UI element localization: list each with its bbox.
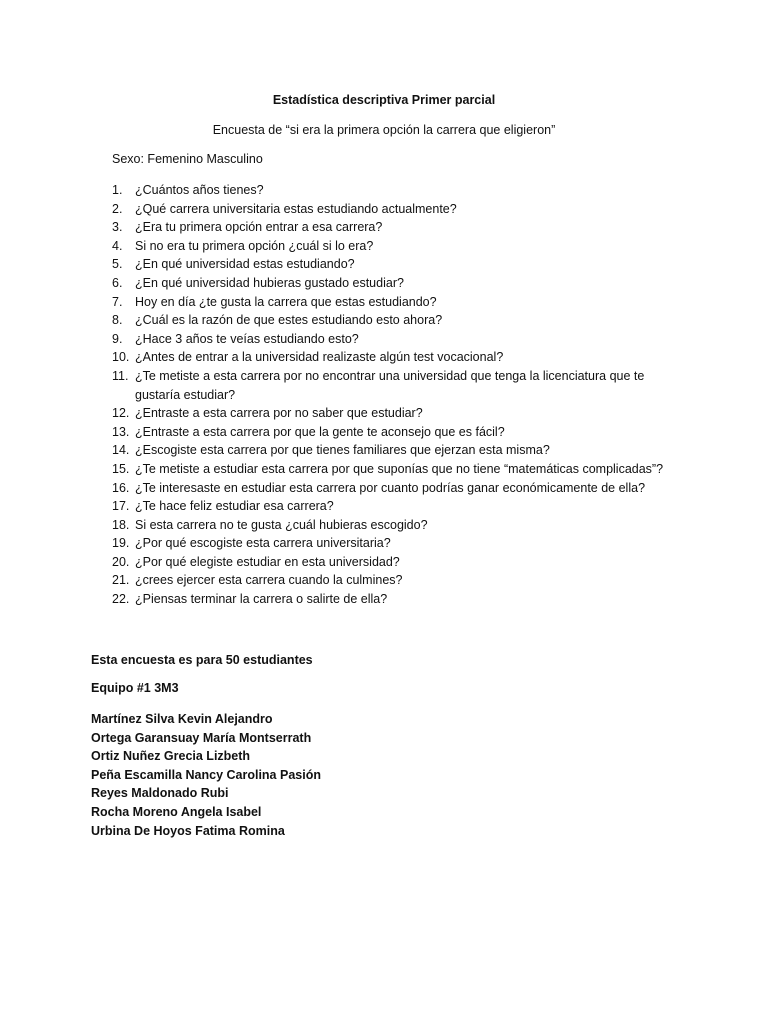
question-text: ¿Te metiste a esta carrera por no encontrar una universidad que tenga la licenciatura que te gustaría estudiar?	[135, 368, 645, 402]
question-item	[112, 237, 672, 256]
question-item	[112, 553, 672, 572]
question-text: ¿En qué universidad estas estudiando?	[135, 257, 355, 272]
question-item	[112, 534, 672, 553]
member-name: Ortega Garansuay María Montserrath	[91, 730, 312, 745]
question-number: 21.	[112, 573, 130, 588]
question-number: 12.	[112, 406, 130, 421]
question-item	[112, 441, 672, 460]
question-text: Si no era tu primera opción ¿cuál si lo era?	[135, 238, 374, 253]
document-title: Estadística descriptiva Primer parcial	[272, 93, 496, 107]
question-item	[112, 330, 672, 349]
question-number: 15.	[112, 461, 130, 476]
question-item	[112, 460, 672, 479]
question-item	[112, 348, 672, 367]
question-number: 13.	[112, 424, 130, 439]
member-name: Reyes Maldonado Rubi	[91, 786, 229, 801]
question-item	[112, 367, 672, 404]
question-number: 16.	[112, 480, 130, 495]
question-text: ¿Cuál es la razón de que estes estudiando esto ahora?	[135, 313, 443, 328]
question-text: ¿Era tu primera opción entrar a esa carrera?	[135, 220, 383, 235]
question-item	[112, 255, 672, 274]
question-item	[112, 479, 672, 498]
question-number: 3.	[112, 220, 123, 235]
question-number: 10.	[112, 350, 130, 365]
question-text: ¿Entraste a esta carrera por que la gente te aconsejo que es fácil?	[135, 424, 505, 439]
question-number: 18.	[112, 517, 130, 532]
question-item	[112, 516, 672, 535]
question-number: 9.	[112, 331, 123, 346]
question-text: Si esta carrera no te gusta ¿cuál hubieras escogido?	[135, 517, 428, 532]
question-text: Hoy en día ¿te gusta la carrera que estas estudiando?	[135, 294, 437, 309]
question-item	[112, 590, 672, 609]
question-item	[112, 181, 672, 200]
question-text: ¿Piensas terminar la carrera o salirte de ella?	[135, 592, 388, 607]
question-number: 1.	[112, 183, 123, 197]
question-text: ¿En qué universidad hubieras gustado estudiar?	[135, 275, 404, 290]
question-number: 17.	[112, 499, 130, 514]
team-label: Equipo #1 3M3	[91, 681, 179, 695]
question-item	[112, 200, 672, 219]
question-text: ¿Hace 3 años te veías estudiando esto?	[135, 331, 359, 346]
question-number: 5.	[112, 257, 123, 272]
sex-line: Sexo: Femenino Masculino	[112, 152, 263, 166]
question-text: ¿Escogiste esta carrera por que tienes familiares que ejerzan esta misma?	[135, 443, 550, 458]
question-item	[112, 571, 672, 590]
question-text: ¿Te metiste a estudiar esta carrera por que suponías que no tiene “matemáticas complicadas”?	[135, 461, 664, 476]
question-item	[112, 311, 672, 330]
question-number: 11.	[112, 368, 129, 383]
question-number: 19.	[112, 536, 130, 551]
question-item	[112, 404, 672, 423]
question-number: 7.	[112, 294, 123, 309]
question-text: ¿Qué carrera universitaria estas estudiando actualmente?	[135, 201, 457, 216]
member-name: Peña Escamilla Nancy Carolina Pasión	[91, 767, 321, 782]
question-text: ¿Te hace feliz estudiar esa carrera?	[135, 499, 334, 514]
question-number: 8.	[112, 313, 123, 328]
question-item	[112, 497, 672, 516]
question-text: ¿Cuántos años tienes?	[135, 183, 264, 197]
question-number: 20.	[112, 554, 130, 569]
question-item	[112, 274, 672, 293]
question-list	[112, 181, 672, 609]
survey-note: Esta encuesta es para 50 estudiantes	[91, 653, 313, 667]
member-name: Urbina De Hoyos Fatima Romina	[91, 823, 285, 838]
member-name: Rocha Moreno Angela Isabel	[91, 804, 262, 819]
question-text: ¿Por qué elegiste estudiar en esta universidad?	[135, 554, 400, 569]
member-list	[91, 710, 321, 840]
question-number: 14.	[112, 443, 130, 458]
member-name: Ortiz Nuñez Grecia Lizbeth	[91, 749, 251, 764]
question-number: 4.	[112, 238, 123, 253]
question-item	[112, 293, 672, 312]
question-text: ¿Por qué escogiste esta carrera universitaria?	[135, 536, 391, 551]
member-name: Martínez Silva Kevin Alejandro	[91, 712, 273, 726]
question-text: ¿Antes de entrar a la universidad realizaste algún test vocacional?	[135, 350, 504, 365]
question-item	[112, 423, 672, 442]
question-number: 22.	[112, 592, 130, 607]
survey-subtitle: Encuesta de “si era la primera opción la carrera que eligieron”	[212, 123, 556, 137]
question-item	[112, 218, 672, 237]
question-number: 6.	[112, 275, 123, 290]
question-text: ¿crees ejercer esta carrera cuando la culmines?	[135, 573, 403, 588]
question-text: ¿Entraste a esta carrera por no saber que estudiar?	[135, 406, 423, 421]
question-text: ¿Te interesaste en estudiar esta carrera por cuanto podrías ganar económicamente de ella?	[135, 480, 646, 495]
question-number: 2.	[112, 201, 123, 216]
